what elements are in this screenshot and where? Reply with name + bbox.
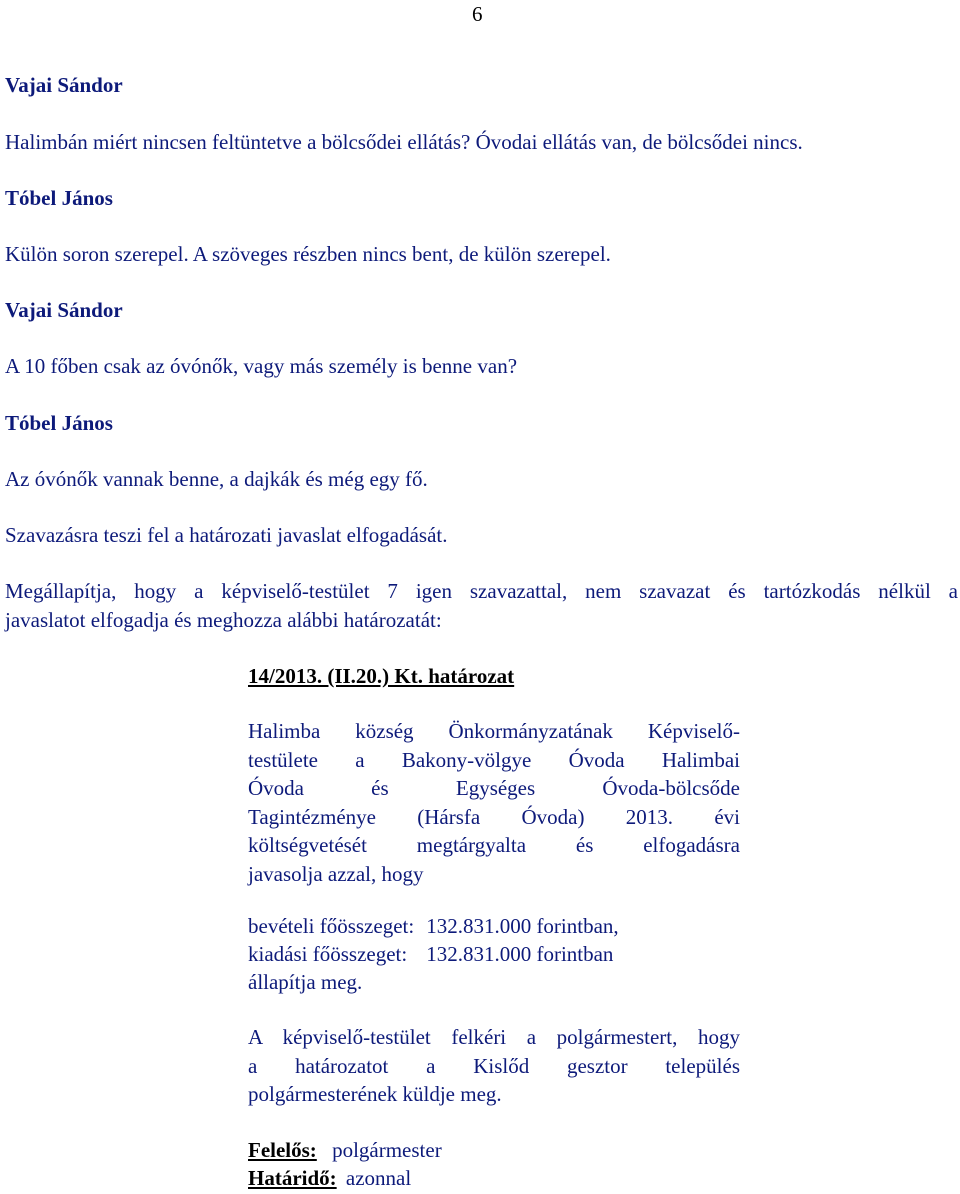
vote-result-line: javaslatot elfogadja és meghozza alábbi határozatát: — [5, 607, 442, 632]
speech-text: Külön soron szerepel. A szöveges részben nincs bent, de külön szerepel. — [5, 242, 611, 266]
responsible-value: polgármester — [332, 1138, 442, 1162]
expense-label: kiadási főösszeget: — [248, 942, 408, 966]
vote-result — [5, 577, 958, 634]
resolution-body — [248, 717, 740, 889]
request-line: polgármesterének küldje meg. — [248, 1082, 502, 1107]
resolution-body-line: javasolja azzal, hogy — [248, 861, 424, 886]
responsible-row — [248, 1136, 442, 1164]
resolution-body-line: testülete a Bakony-völgye Óvoda Halimbai — [248, 747, 740, 772]
speech-text: A 10 főben csak az óvónők, vagy más személy is benne van? — [5, 354, 518, 378]
revenue-value: 132.831.000 forintban, — [426, 914, 619, 938]
speaker-name: Tóbel János — [5, 186, 113, 210]
resolution-body-line: Óvoda és Egységes Óvoda-bölcsőde — [248, 776, 740, 801]
resolution-title: 14/2013. (II.20.) Kt. határozat — [248, 664, 515, 688]
closing-text: állapítja meg. — [248, 970, 363, 994]
speaker-name: Tóbel János — [5, 411, 113, 435]
responsible-label: Felelős: — [248, 1138, 317, 1162]
request-line: A képviselő-testület felkéri a polgármestert, hogy — [248, 1025, 740, 1049]
speaker-name: Vajai Sándor — [5, 73, 123, 97]
vote-result-line: Megállapítja, hogy a képviselő-testület 7 igen szavazattal, nem szavazat és tartózkodás nélkül a — [5, 579, 958, 603]
expense-row — [248, 940, 619, 968]
vote-call: Szavazásra teszi fel a határozati javaslat elfogadását. — [5, 523, 448, 547]
resolution-body-line: Tagintézménye (Hársfa Óvoda) 2013. évi — [248, 804, 740, 829]
speech-text: Az óvónők vannak benne, a dajkák és még egy fő. — [5, 467, 428, 491]
deadline-value: azonnal — [345, 1166, 412, 1190]
deadline-label: Határidő: — [248, 1166, 337, 1190]
page-number: 6 — [472, 2, 483, 26]
request-line: a határozatot a Kislőd gesztor település — [248, 1053, 740, 1078]
resolution-body-line: Halimba község Önkormányzatának Képviselő- — [248, 719, 740, 743]
expense-value: 132.831.000 forintban — [426, 942, 614, 966]
speaker-name: Vajai Sándor — [5, 298, 123, 322]
revenue-label: bevételi főösszeget: — [248, 914, 415, 938]
resolution-body-line: költségvetését megtárgyalta és elfogadásra — [248, 833, 740, 858]
speech-text: Halimbán miért nincsen feltüntetve a bölcsődei ellátás? Óvodai ellátás van, de bölcsődei nincs. — [5, 130, 803, 154]
resolution-request — [248, 1023, 740, 1109]
budget-amounts — [248, 912, 619, 996]
deadline-row — [248, 1164, 411, 1192]
revenue-row — [248, 912, 619, 940]
